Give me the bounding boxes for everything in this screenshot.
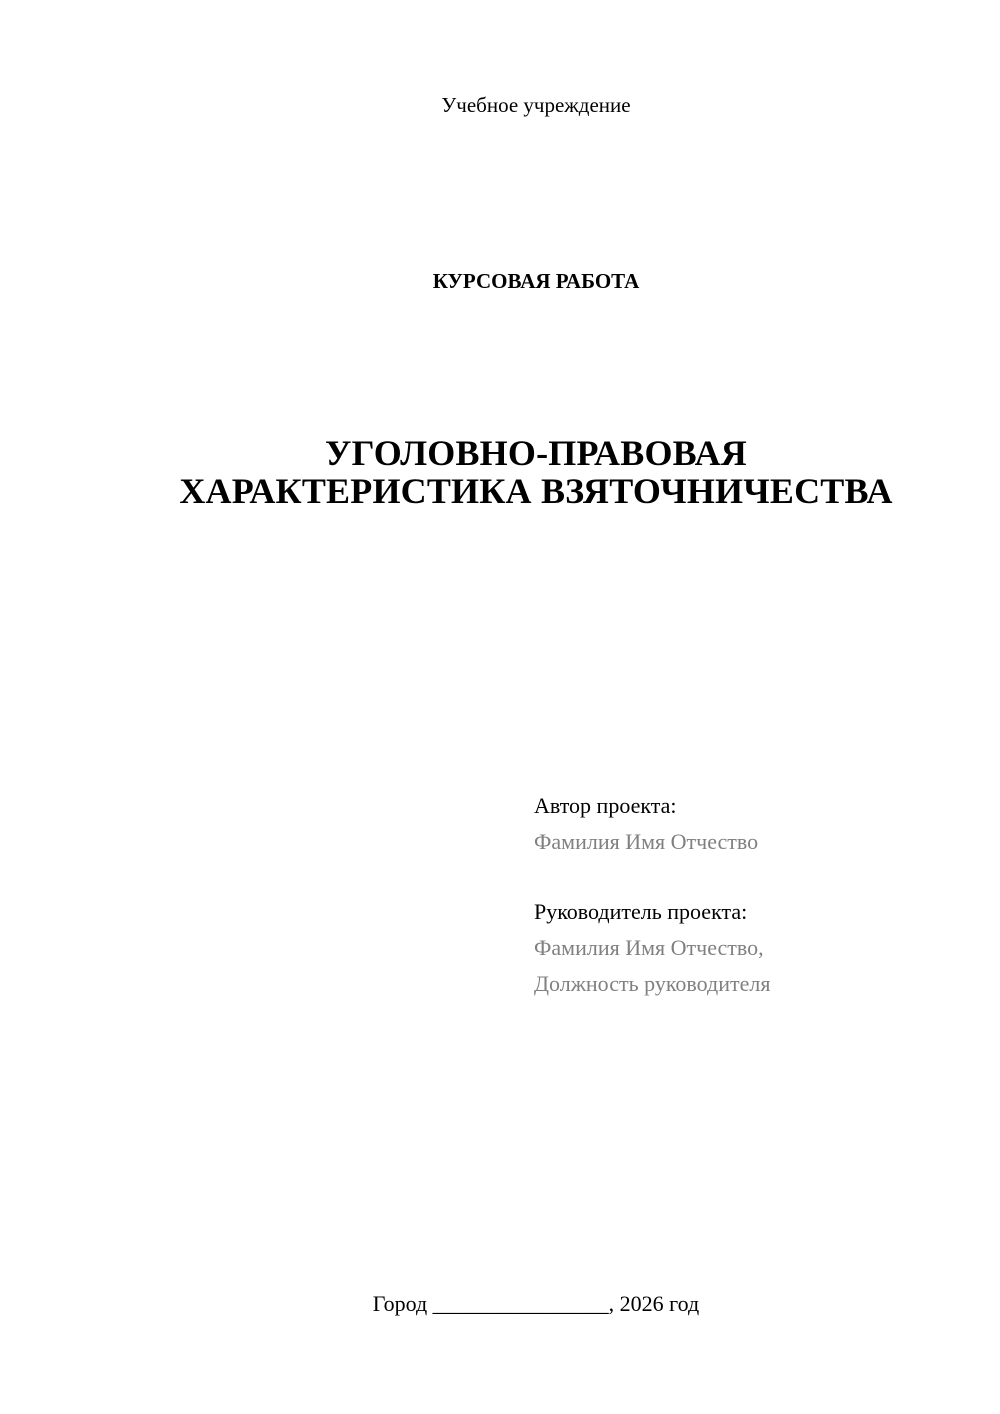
spacer	[534, 860, 974, 894]
supervisor-label: Руководитель проекта:	[534, 899, 748, 924]
document-title	[0, 434, 1000, 510]
author-info-block	[534, 788, 974, 1002]
institution-name: Учебное учреждение	[441, 93, 631, 117]
supervisor-position: Должность руководителя	[534, 971, 771, 996]
author-name: Фамилия Имя Отчество	[534, 829, 759, 854]
title-line-1: УГОЛОВНО-ПРАВОВАЯ	[324, 433, 747, 473]
work-type-heading: КУРСОВАЯ РАБОТА	[432, 269, 640, 293]
supervisor-name: Фамилия Имя Отчество,	[534, 935, 764, 960]
city-year-footer: Город ________________, 2026 год	[372, 1291, 700, 1316]
author-label: Автор проекта:	[534, 793, 677, 818]
title-line-2: ХАРАКТЕРИСТИКА ВЗЯТОЧНИЧЕСТВА	[179, 471, 893, 511]
